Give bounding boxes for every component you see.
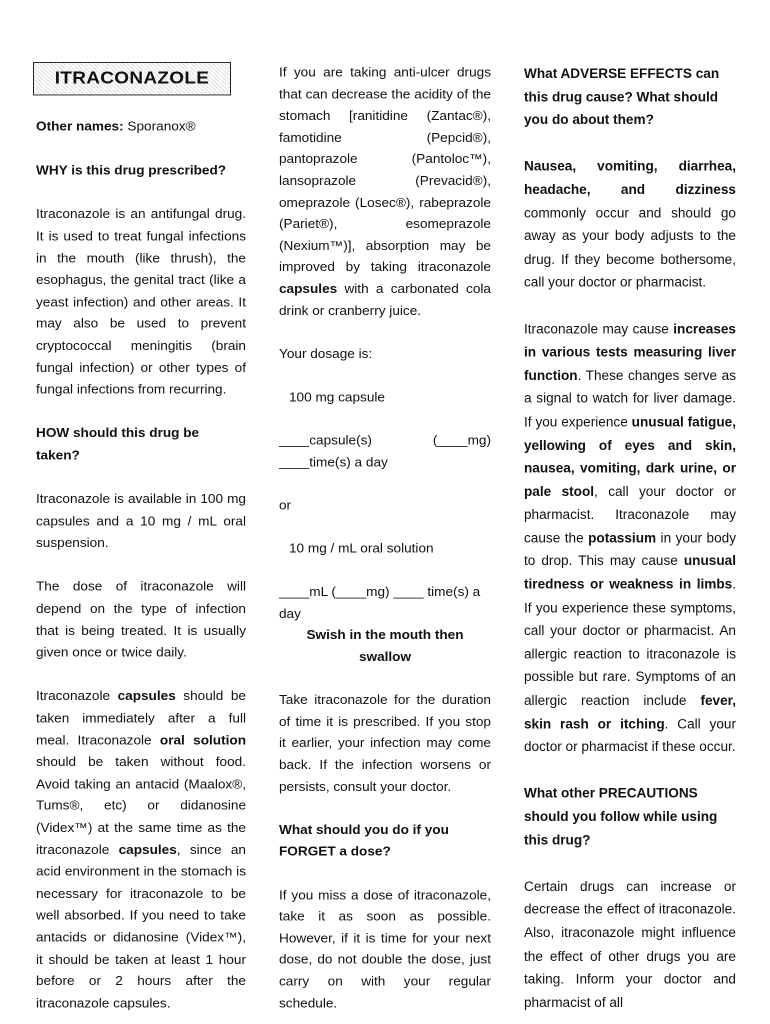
column-2	[279, 62, 491, 1014]
precautions-heading: What other PRECAUTIONS should you follow while using this drug?	[524, 785, 718, 848]
why-heading: WHY is this drug prescribed?	[36, 163, 227, 178]
column-3	[524, 62, 736, 1014]
text-run: . These changes serve as a signal to watch for liver damage. If you experience	[524, 367, 736, 430]
adverse-heading: What ADVERSE EFFECTS can this drug cause? What should you do about them?	[524, 65, 720, 128]
swish-instruction: Swish in the mouth then swallow	[306, 628, 464, 664]
bold-run: capsules	[279, 282, 338, 296]
how-paragraph-1: Itraconazole is available in 100 mg capsules and a 10 mg / mL oral suspension.	[36, 492, 246, 550]
adverse-paragraph-2	[524, 318, 736, 759]
how-paragraph-2: The dose of itraconazole will depend on the type of infection that is being treated. It is usually given once or twice daily.	[36, 579, 246, 660]
column-1	[36, 62, 246, 1014]
text-run: If you are taking anti-ulcer drugs that can decrease the acidity of the stomach [ranitidine (Zantac®), famotidine (Pepcid®), pantoprazole (Pantoloc™), lansoprazole (Prevacid®), omeprazole (Losec®), rabeprazole (Pariet®), esomeprazole (Nexium™)], absorption may be improved by taking itraconazole	[279, 65, 491, 275]
how-paragraph-3	[36, 686, 246, 1015]
bold-run: increases in various tests measuring liver function	[524, 321, 736, 383]
bold-run: capsules	[117, 689, 176, 704]
bold-run: fever, skin rash or itching	[524, 693, 736, 732]
page-title: ITRACONAZOLE	[54, 68, 210, 89]
bold-run: potassium	[588, 530, 657, 546]
text-run: , call your doctor or pharmacist. Itraconazole may cause the	[524, 484, 737, 546]
other-names-label: Other names:	[36, 119, 124, 134]
text-run: Itraconazole	[36, 689, 118, 704]
bold-run: Nausea, vomiting, diarrhea, headache, and dizziness	[524, 158, 736, 197]
dose-solution: 10 mg / mL oral solution	[289, 541, 434, 556]
text-run: commonly occur and should go away as your body adjusts to the drug. If they become bothersome, call your doctor or pharmacist.	[524, 205, 736, 290]
dose-capsule-line: ____capsule(s) (____mg) ____time(s) a day	[279, 433, 491, 469]
duration-text: Take itraconazole for the duration of time it is prescribed. If you stop it earlier, your infection may come back. If the infection worsens or persists, consult your doctor.	[279, 693, 491, 794]
text-run: . If you experience these symptoms, call your doctor or pharmacist. An allergic reaction to itraconazole is possible but rare. Symptoms of an allergic reaction include	[524, 576, 736, 708]
adverse-paragraph-1	[524, 155, 736, 294]
text-run: , since an acid environment in the stomach is necessary for itraconazole to be well absorbed. If you need to take antacids or didanosine (Videx™), it should be taken at least 1 hour before or 2 hours after the itraconazole capsules.	[36, 842, 246, 1011]
forget-text: If you miss a dose of itraconazole, take it as soon as possible. However, if it is time for your next dose, do not double the dose, just carry on with your regular schedule.	[279, 887, 491, 1010]
text-run: . Call your doctor or pharmacist if these occur.	[524, 716, 736, 755]
dose-capsule: 100 mg capsule	[289, 390, 385, 405]
other-names-value: Sporanox®	[123, 119, 196, 134]
how-heading: HOW should this drug be taken?	[36, 426, 200, 463]
bold-run: unusual tiredness or weakness in limbs	[524, 553, 736, 592]
bold-run: oral solution	[159, 733, 246, 748]
anti-ulcer-paragraph	[279, 62, 491, 322]
text-run: with a carbonated cola drink or cranberry juice.	[279, 282, 491, 318]
title-box	[33, 62, 231, 95]
text-run: in your body to drop. This may cause	[524, 530, 736, 569]
other-names	[36, 116, 246, 138]
or-text: or	[279, 498, 292, 513]
text-run: should be taken immediately after a full meal. Itraconazole	[36, 689, 246, 748]
dosage-label: Your dosage is:	[279, 346, 373, 361]
text-run: Itraconazole may cause	[524, 321, 674, 337]
text-run: should be taken without food. Avoid taking an antacid (Maalox®, Tums®, etc) or didanosine (Videx™) at the same time as the itraconazole	[36, 755, 246, 857]
bold-run: capsules	[118, 842, 177, 857]
precautions-text: Certain drugs can increase or decrease the effect of itraconazole. Also, itraconazole might influence the effect of other drugs you are taking. Inform your doctor and pharmacist of all	[524, 878, 736, 1010]
why-text: Itraconazole is an antifungal drug. It is used to treat fungal infections in the mouth (like thrush), the esophagus, the genital tract (like a yeast infection) and other areas. It may also be used to prevent cryptococcal meningitis (brain fungal infection) or other types of fungal infections from recurring.	[36, 207, 246, 397]
dose-solution-line: ____mL (____mg) ____ time(s) a day	[279, 585, 481, 621]
forget-heading: What should you do if you FORGET a dose?	[279, 823, 449, 859]
bold-run: unusual fatigue, yellowing of eyes and skin, nausea, vomiting, dark urine, or pale stool	[524, 414, 736, 499]
